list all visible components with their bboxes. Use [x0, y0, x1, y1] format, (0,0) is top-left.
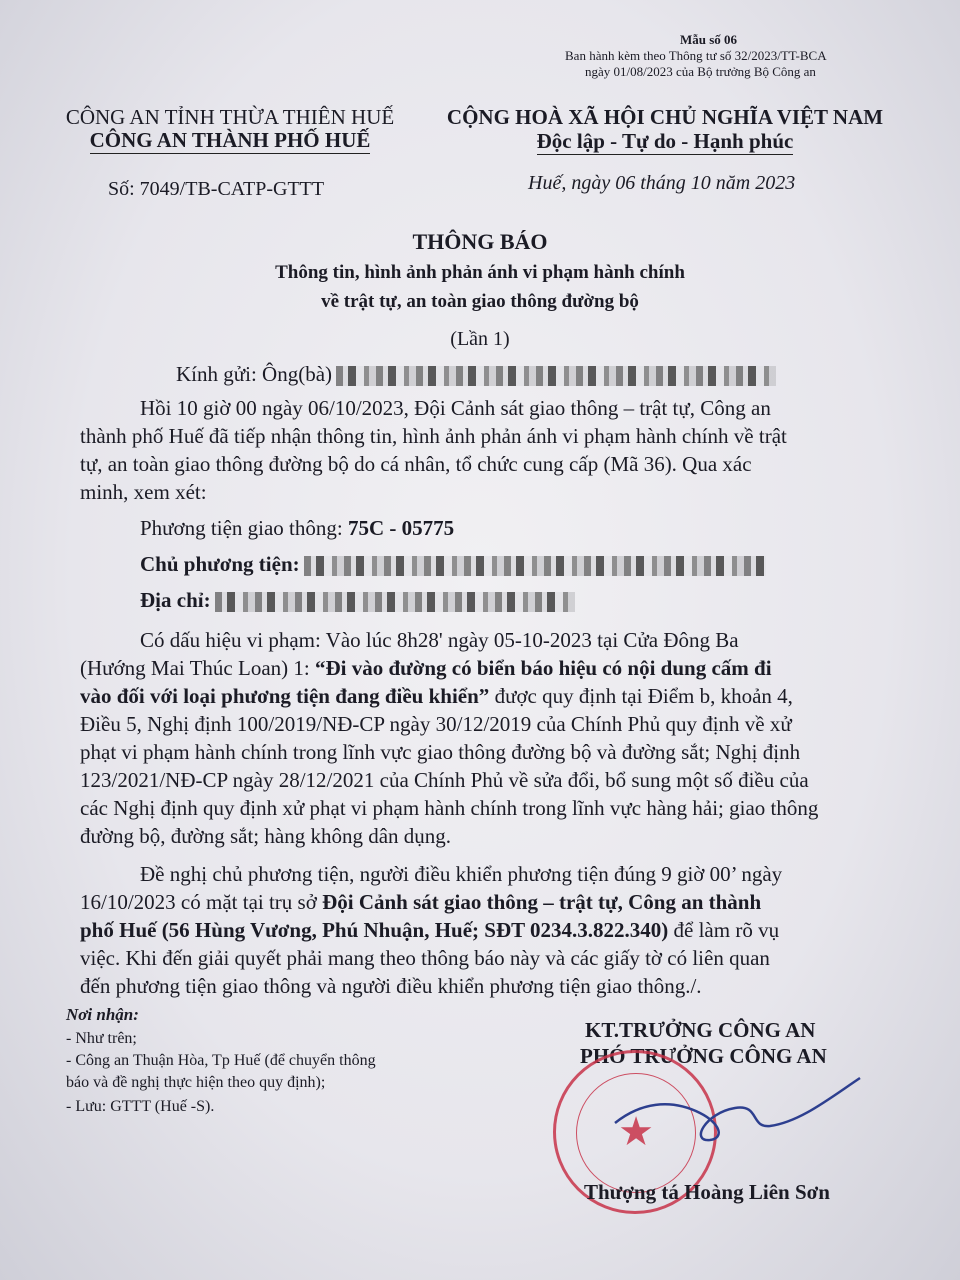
request-office-part1: Đội Cảnh sát giao thông – trật tự, Công an thành	[322, 890, 762, 914]
owner-line	[140, 552, 766, 577]
motto-text: Độc lập - Tự do - Hạnh phúc	[536, 129, 794, 153]
recipients-item-2b: báo và đề nghị thực hiện theo quy định);	[66, 1074, 326, 1091]
redacted-owner-name	[304, 556, 766, 576]
document-subtitle-2: về trật tự, an toàn giao thông đường bộ	[321, 291, 639, 312]
signature-title-1: KT.TRƯỞNG CÔNG AN	[585, 1018, 816, 1042]
recipients-item-1: - Như trên;	[66, 1030, 137, 1047]
nation-motto	[430, 129, 900, 154]
recipient-label: Kính gửi: Ông(bà)	[176, 362, 333, 386]
violation-location: (Hướng Mai Thúc Loan) 1:	[80, 656, 315, 680]
vehicle-line	[140, 516, 454, 541]
request-purpose: để làm rõ vụ	[668, 918, 780, 942]
intro-line-2: thành phố Huế đã tiếp nhận thông tin, hình ảnh phản ánh vi phạm hành chính về trật	[80, 424, 787, 448]
owner-label: Chủ phương tiện:	[140, 552, 300, 576]
recipient-line	[176, 362, 776, 387]
violation-line-2	[80, 656, 772, 681]
issued-by-line2: ngày 01/08/2023 của Bộ trưởng Bộ Công an	[585, 64, 816, 79]
request-line-5: đến phương tiện giao thông và người điều khiển phương tiện giao thông./.	[80, 974, 702, 998]
recipients-title: Nơi nhận:	[66, 1005, 139, 1024]
redacted-address	[215, 592, 575, 612]
document-title: THÔNG BÁO	[412, 229, 548, 254]
recipients-item-2a: - Công an Thuận Hòa, Tp Huế (để chuyển thông	[66, 1052, 376, 1069]
violation-act-part2: vào đối với loại phương tiện đang điều khiển”	[80, 684, 490, 708]
agency-name	[40, 128, 420, 153]
document-number: Số: 7049/TB-CATP-GTTT	[108, 178, 325, 200]
address-line	[140, 588, 575, 613]
form-number: Mẫu số 06	[680, 32, 738, 47]
place-date: Huế, ngày 06 tháng 10 năm 2023	[528, 172, 796, 194]
star-icon: ★	[618, 1109, 654, 1154]
request-line-3	[80, 918, 779, 943]
notice-round: (Lần 1)	[450, 328, 510, 350]
address-label: Địa chỉ:	[140, 588, 211, 612]
signer-name: Thượng tá Hoàng Liên Sơn	[584, 1180, 830, 1204]
signature-title-2: PHÓ TRƯỞNG CÔNG AN	[580, 1044, 827, 1068]
document-subtitle-1: Thông tin, hình ảnh phản ánh vi phạm hành chính	[275, 262, 685, 283]
handwritten-signature	[610, 1068, 870, 1158]
intro-line-1: Hồi 10 giờ 00 ngày 06/10/2023, Đội Cảnh sát giao thông – trật tự, Công an	[140, 396, 771, 420]
agency-parent: CÔNG AN TỈNH THỪA THIÊN HUẾ	[65, 105, 395, 129]
violation-line-5: phạt vi phạm hành chính trong lĩnh vực giao thông đường bộ và đường sắt; Nghị định	[80, 740, 801, 764]
signature-stroke	[615, 1078, 860, 1140]
violation-line-3	[80, 684, 793, 709]
request-office-part2: phố Huế (56 Hùng Vương, Phú Nhuận, Huế; SĐT 0234.3.822.340)	[80, 918, 669, 942]
violation-line-8: đường bộ, đường sắt; hàng không dân dụng.	[80, 824, 452, 848]
redacted-recipient-name	[336, 366, 776, 386]
violation-line-4: Điều 5, Nghị định 100/2019/NĐ-CP ngày 30/12/2019 của Chính Phủ quy định về xử	[80, 712, 792, 736]
violation-line-6: 123/2021/NĐ-CP ngày 28/12/2021 của Chính Phủ về sửa đổi, bổ sung một số điều của	[80, 768, 809, 792]
request-date: 16/10/2023 có mặt tại trụ sở	[80, 890, 323, 914]
license-plate: 75C - 05775	[347, 516, 455, 540]
nation-title: CỘNG HOÀ XÃ HỘI CHỦ NGHĨA VIỆT NAM	[446, 105, 884, 129]
vehicle-label: Phương tiện giao thông:	[140, 516, 343, 540]
violation-reference: được quy định tại Điểm b, khoản 4,	[489, 684, 793, 708]
intro-line-3: tự, an toàn giao thông đường bộ do cá nhân, tổ chức cung cấp (Mã 36). Qua xác	[80, 452, 752, 476]
request-line-4: việc. Khi đến giải quyết phải mang theo thông báo này và các giấy tờ có liên quan	[80, 946, 770, 970]
request-line-1: Đề nghị chủ phương tiện, người điều khiển phương tiện đúng 9 giờ 00’ ngày	[140, 862, 783, 886]
violation-line-7: các Nghị định quy định xử phạt vi phạm hành chính trong lĩnh vực hàng hải; giao thông	[80, 796, 819, 820]
agency-name-text: CÔNG AN THÀNH PHỐ HUẾ	[89, 128, 371, 152]
request-line-2	[80, 890, 761, 915]
violation-act-part1: “Đi vào đường có biển báo hiệu có nội dung cấm đi	[314, 656, 772, 680]
recipients-item-3: - Lưu: GTTT (Huế -S).	[66, 1098, 215, 1115]
issued-by-line1: Ban hành kèm theo Thông tư số 32/2023/TT-BCA	[565, 48, 827, 63]
violation-line-1: Có dấu hiệu vi phạm: Vào lúc 8h28' ngày 05-10-2023 tại Cửa Đông Ba	[140, 628, 739, 652]
intro-line-4: minh, xem xét:	[80, 480, 207, 504]
